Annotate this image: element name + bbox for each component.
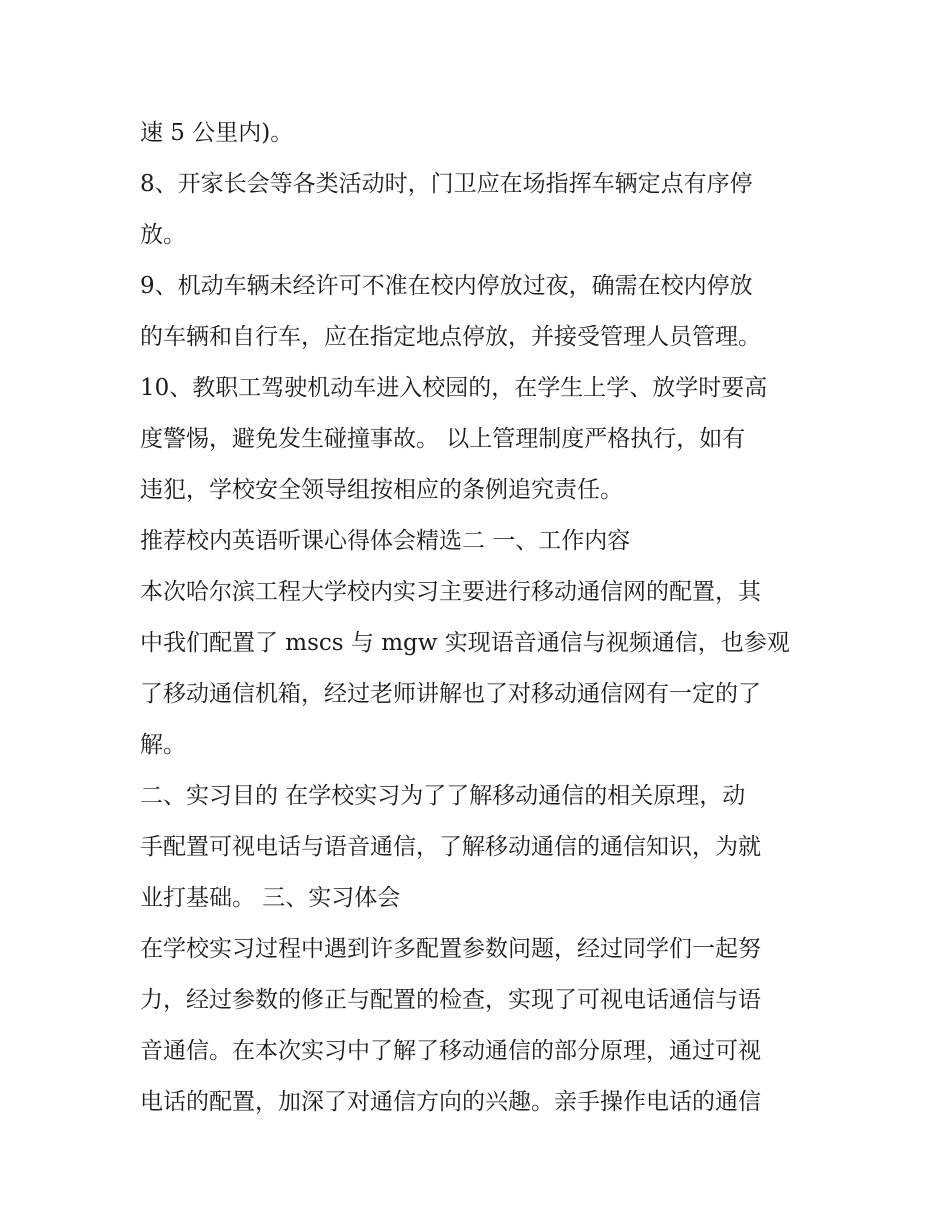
text-line: 的车辆和自行车，应在指定地点停放，并接受管理人员管理。 [140,324,761,350]
text-line: 解。 [140,732,186,758]
text-line: 音通信。在本次实习中了解了移动通信的部分原理，通过可视 [140,1038,761,1064]
text-line: 放。 [140,222,186,248]
text-line: 9、机动车辆未经许可不准在校内停放过夜，确需在校内停放 [140,273,753,299]
text-line: 速 5 公里内)。 [140,120,294,146]
text-line: 中我们配置了 mscs 与 mgw 实现语音通信与视频通信，也参观 [140,630,790,656]
text-line: 本次哈尔滨工程大学校内实习主要进行移动通信网的配置，其 [140,579,761,605]
text-line: 手配置可视电话与语音通信，了解移动通信的通信知识，为就 [140,834,761,860]
document-body [140,108,830,1128]
text-line: 电话的配置，加深了对通信方向的兴趣。亲手操作电话的通信 [140,1089,761,1115]
text-line: 度警惕，避免发生碰撞事故。 以上管理制度严格执行，如有 [140,426,746,452]
text-line: 了移动通信机箱，经过老师讲解也了对移动通信网有一定的了 [140,681,761,707]
text-line: 推荐校内英语听课心得体会精选二 一、工作内容 [140,528,631,554]
text-line: 二、实习目的 在学校实习为了了解移动通信的相关原理，动 [140,783,746,809]
text-line: 在学校实习过程中遇到许多配置参数问题，经过同学们一起努 [140,936,761,962]
text-line: 力，经过参数的修正与配置的检查，实现了可视电话通信与语 [140,987,761,1013]
text-line: 业打基础。 三、实习体会 [140,885,401,911]
text-line: 违犯，学校安全领导组按相应的条例追究责任。 [140,477,623,503]
text-line: 8、开家长会等各类活动时，门卫应在场指挥车辆定点有序停 [140,171,753,197]
text-line: 10、教职工驾驶机动车进入校园的，在学生上学、放学时要高 [140,375,768,401]
